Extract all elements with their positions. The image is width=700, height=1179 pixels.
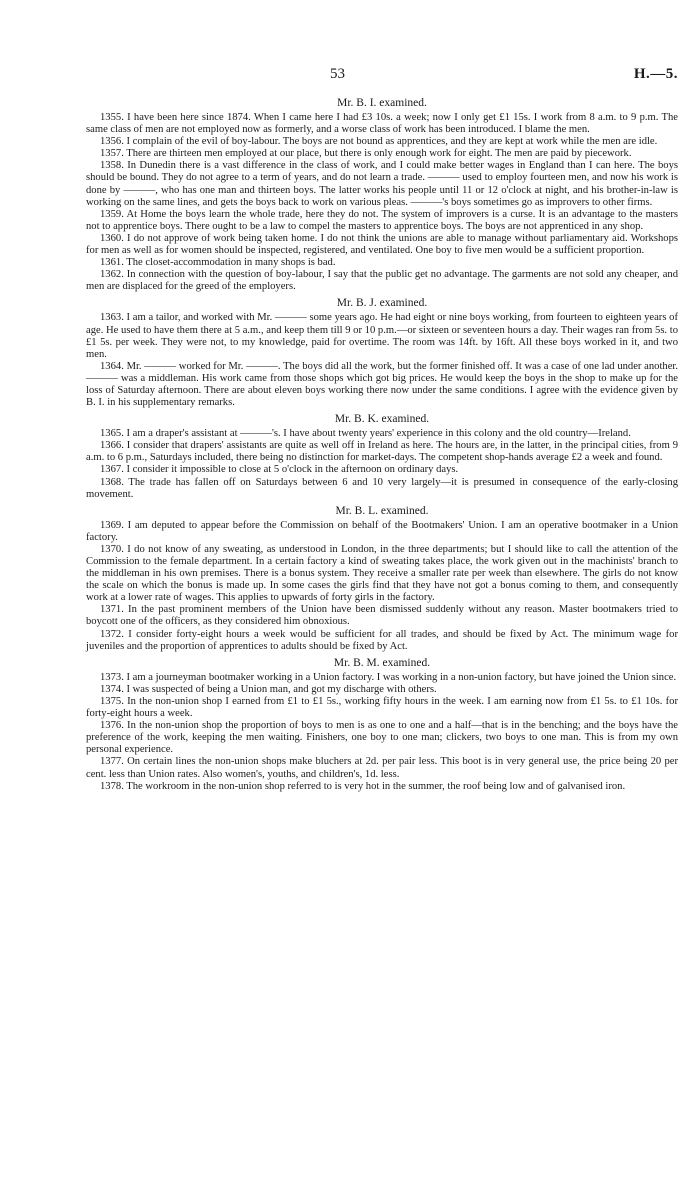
paragraph-1376: 1376. In the non-union shop the proportion of boys to men is as one to one and a half—that is in the benching; and the boys have the preference of the work, keeping the men waiting. Finishers, one boy to one man; clickers, two boys to one man. This is from my own personal experience. <box>86 720 678 756</box>
witness-heading: Mr. B. M. examined. <box>333 656 431 669</box>
paragraph-1359: 1359. At Home the boys learn the whole trade, here they do not. The system of improvers is a curse. It is an advantage to the masters not to apprentice boys. There ought to be a law to compel the masters to apprentice boys. The boys are not apprenticed in any shop. <box>86 208 678 232</box>
witness-heading: Mr. B. L. examined. <box>335 504 429 517</box>
paragraph-1373: 1373. I am a journeyman bootmaker working in a Union factory. I was working in a non-union factory, but have joined the Union since. <box>100 671 677 683</box>
paragraph-1368: 1368. The trade has fallen off on Saturdays between 6 and 10 very largely—it is presumed in consequence of the early-closing movement. <box>86 476 678 500</box>
witness-heading: Mr. B. K. examined. <box>334 413 430 426</box>
document-code: H.—5. <box>633 66 678 82</box>
page-header <box>86 66 678 88</box>
paragraph-1362: 1362. In connection with the question of boy-labour, I say that the public get no advantage. The garments are not sold any cheaper, and men are displaced for the greed of the employers. <box>86 269 678 293</box>
paragraph-1357: 1357. There are thirteen men employed at our place, but there is only enough work for eight. The men are paid by piecework. <box>100 148 632 160</box>
paragraph-1367: 1367. I consider it impossible to close at 5 o'clock in the afternoon on ordinary days. <box>100 464 459 476</box>
paragraph-1356: 1356. I complain of the evil of boy-labour. The boys are not bound as apprentices, and they are kept at work while the men are idle. <box>100 136 658 148</box>
paragraph-1370: 1370. I do not know of any sweating, as understood in London, in the three departments; but I should like to call the attention of the Commission to the female department. In a certain factory a kind of sweating takes place, the work given out in the machinists' branch to the middleman in his own premises. There is a bonus system. They receive a smaller rate per week than elsewhere. The girls do not know the scale on which the bonus is made up. In some cases the girls find that they have not got a bonus coming to them, and consequently work at a lower rate of wages. This applies to upwards of forty girls in the factory. <box>86 543 678 604</box>
paragraph-1366: 1366. I consider that drapers' assistants are quite as well off in Ireland as here. The hours are, in the latter, in the principal cities, from 9 a.m. to 6 p.m., Saturdays included, there being no distinction for market-days. The competent shop-hands average £2 a week and found. <box>86 440 678 464</box>
paragraph-1377: 1377. On certain lines the non-union shops make bluchers at 2d. per pair less. This boot is in very general use, the price being 20 per cent. less than Union rates. Also women's, youths, and children's, 1d. less. <box>86 756 678 780</box>
paragraph-1372: 1372. I consider forty-eight hours a week would be sufficient for all trades, and should be fixed by Act. The minimum wage for juveniles and the proportion of apprentices to adults should be fixed by Act. <box>86 628 678 652</box>
paragraph-1378: 1378. The workroom in the non-union shop referred to is very hot in the summer, the roof being low and of galvanised iron. <box>100 780 626 792</box>
witness-heading: Mr. B. I. examined. <box>337 97 427 109</box>
section-b-m <box>86 656 678 793</box>
paragraph-1358: 1358. In Dunedin there is a vast difference in the class of work, and I could make better wages in England than I can here. The boys should be bound. They do not agree to a term of years, and do not learn a trade. ——— used to employ fourteen men, and now his work is done by ———, who has one man and thirteen boys. The latter works his people until 11 or 12 o'clock at night, and his brother-in-law is working on the same lines, and gets the boys back to work on various pleas. ———'s boys sometimes go as improvers to other firms. <box>86 160 678 208</box>
section-b-j <box>86 296 678 409</box>
witness-heading: Mr. B. J. examined. <box>336 297 428 310</box>
page-number: 53 <box>330 66 345 82</box>
section-b-l <box>86 504 678 653</box>
paragraph-1371: 1371. In the past prominent members of the Union have been dismissed suddenly without any reason. Master bootmakers tried to boycott one of the officers, as they considered him obnoxious. <box>86 604 678 628</box>
paragraph-1363: 1363. I am a tailor, and worked with Mr. ——— some years ago. He had eight or nine boys working, from fourteen to eighteen years of age. He used to have them there at 5 a.m., and keep them till 9 or 10 p.m.—or sixteen or seventeen hours a day. Their wages ran from 5s. to £1 5s. per week. They were not, to my knowledge, paid for overtime. The room was 14ft. by 16ft. All these boys worked in it, and two men. <box>86 312 678 360</box>
document-page <box>86 66 678 793</box>
paragraph-1360: 1360. I do not approve of work being taken home. I do not think the unions are able to manage without parliamentary aid. Workshops for men as well as for women should be inspected, registered, and ventilated. One boy to five men would be a sufficient proportion. <box>86 232 678 257</box>
paragraph-1355: 1355. I have been here since 1874. When I came here I had £3 10s. a week; now I only get £1 15s. I work from 8 a.m. to 9 p.m. The same class of men are not employed now as formerly, and a worse class of work has been introduced. I blame the men. <box>86 112 678 136</box>
paragraph-1361: 1361. The closet-accommodation in many shops is bad. <box>100 257 336 269</box>
section-b-k <box>86 412 678 501</box>
paragraph-1374: 1374. I was suspected of being a Union man, and got my discharge with others. <box>100 683 437 695</box>
paragraph-1375: 1375. In the non-union shop I earned from £1 to £1 5s., working fifty hours in the week. I am earning now from £1 5s. to £1 10s. for forty-eight hours a week. <box>86 695 678 720</box>
paragraph-1365: 1365. I am a draper's assistant at ———'s. I have about twenty years' experience in this colony and the old country—Ireland. <box>100 428 631 440</box>
paragraph-1364: 1364. Mr. ——— worked for Mr. ———. The boys did all the work, but the former finished off. It was a case of one lad under another. ——— was a middleman. His work came from those shops which got big prices. He would keep the boys in the shop to make up for the loss of Saturday afternoon. There are about eleven boys working there now under the same conditions. I agree with the evidence given by B. I. in his supplementary remarks. <box>86 360 678 409</box>
paragraph-1369: 1369. I am deputed to appear before the Commission on behalf of the Bootmakers' Union. I am an operative bootmaker in a Union factory. <box>86 519 678 543</box>
section-b-i <box>86 96 678 293</box>
